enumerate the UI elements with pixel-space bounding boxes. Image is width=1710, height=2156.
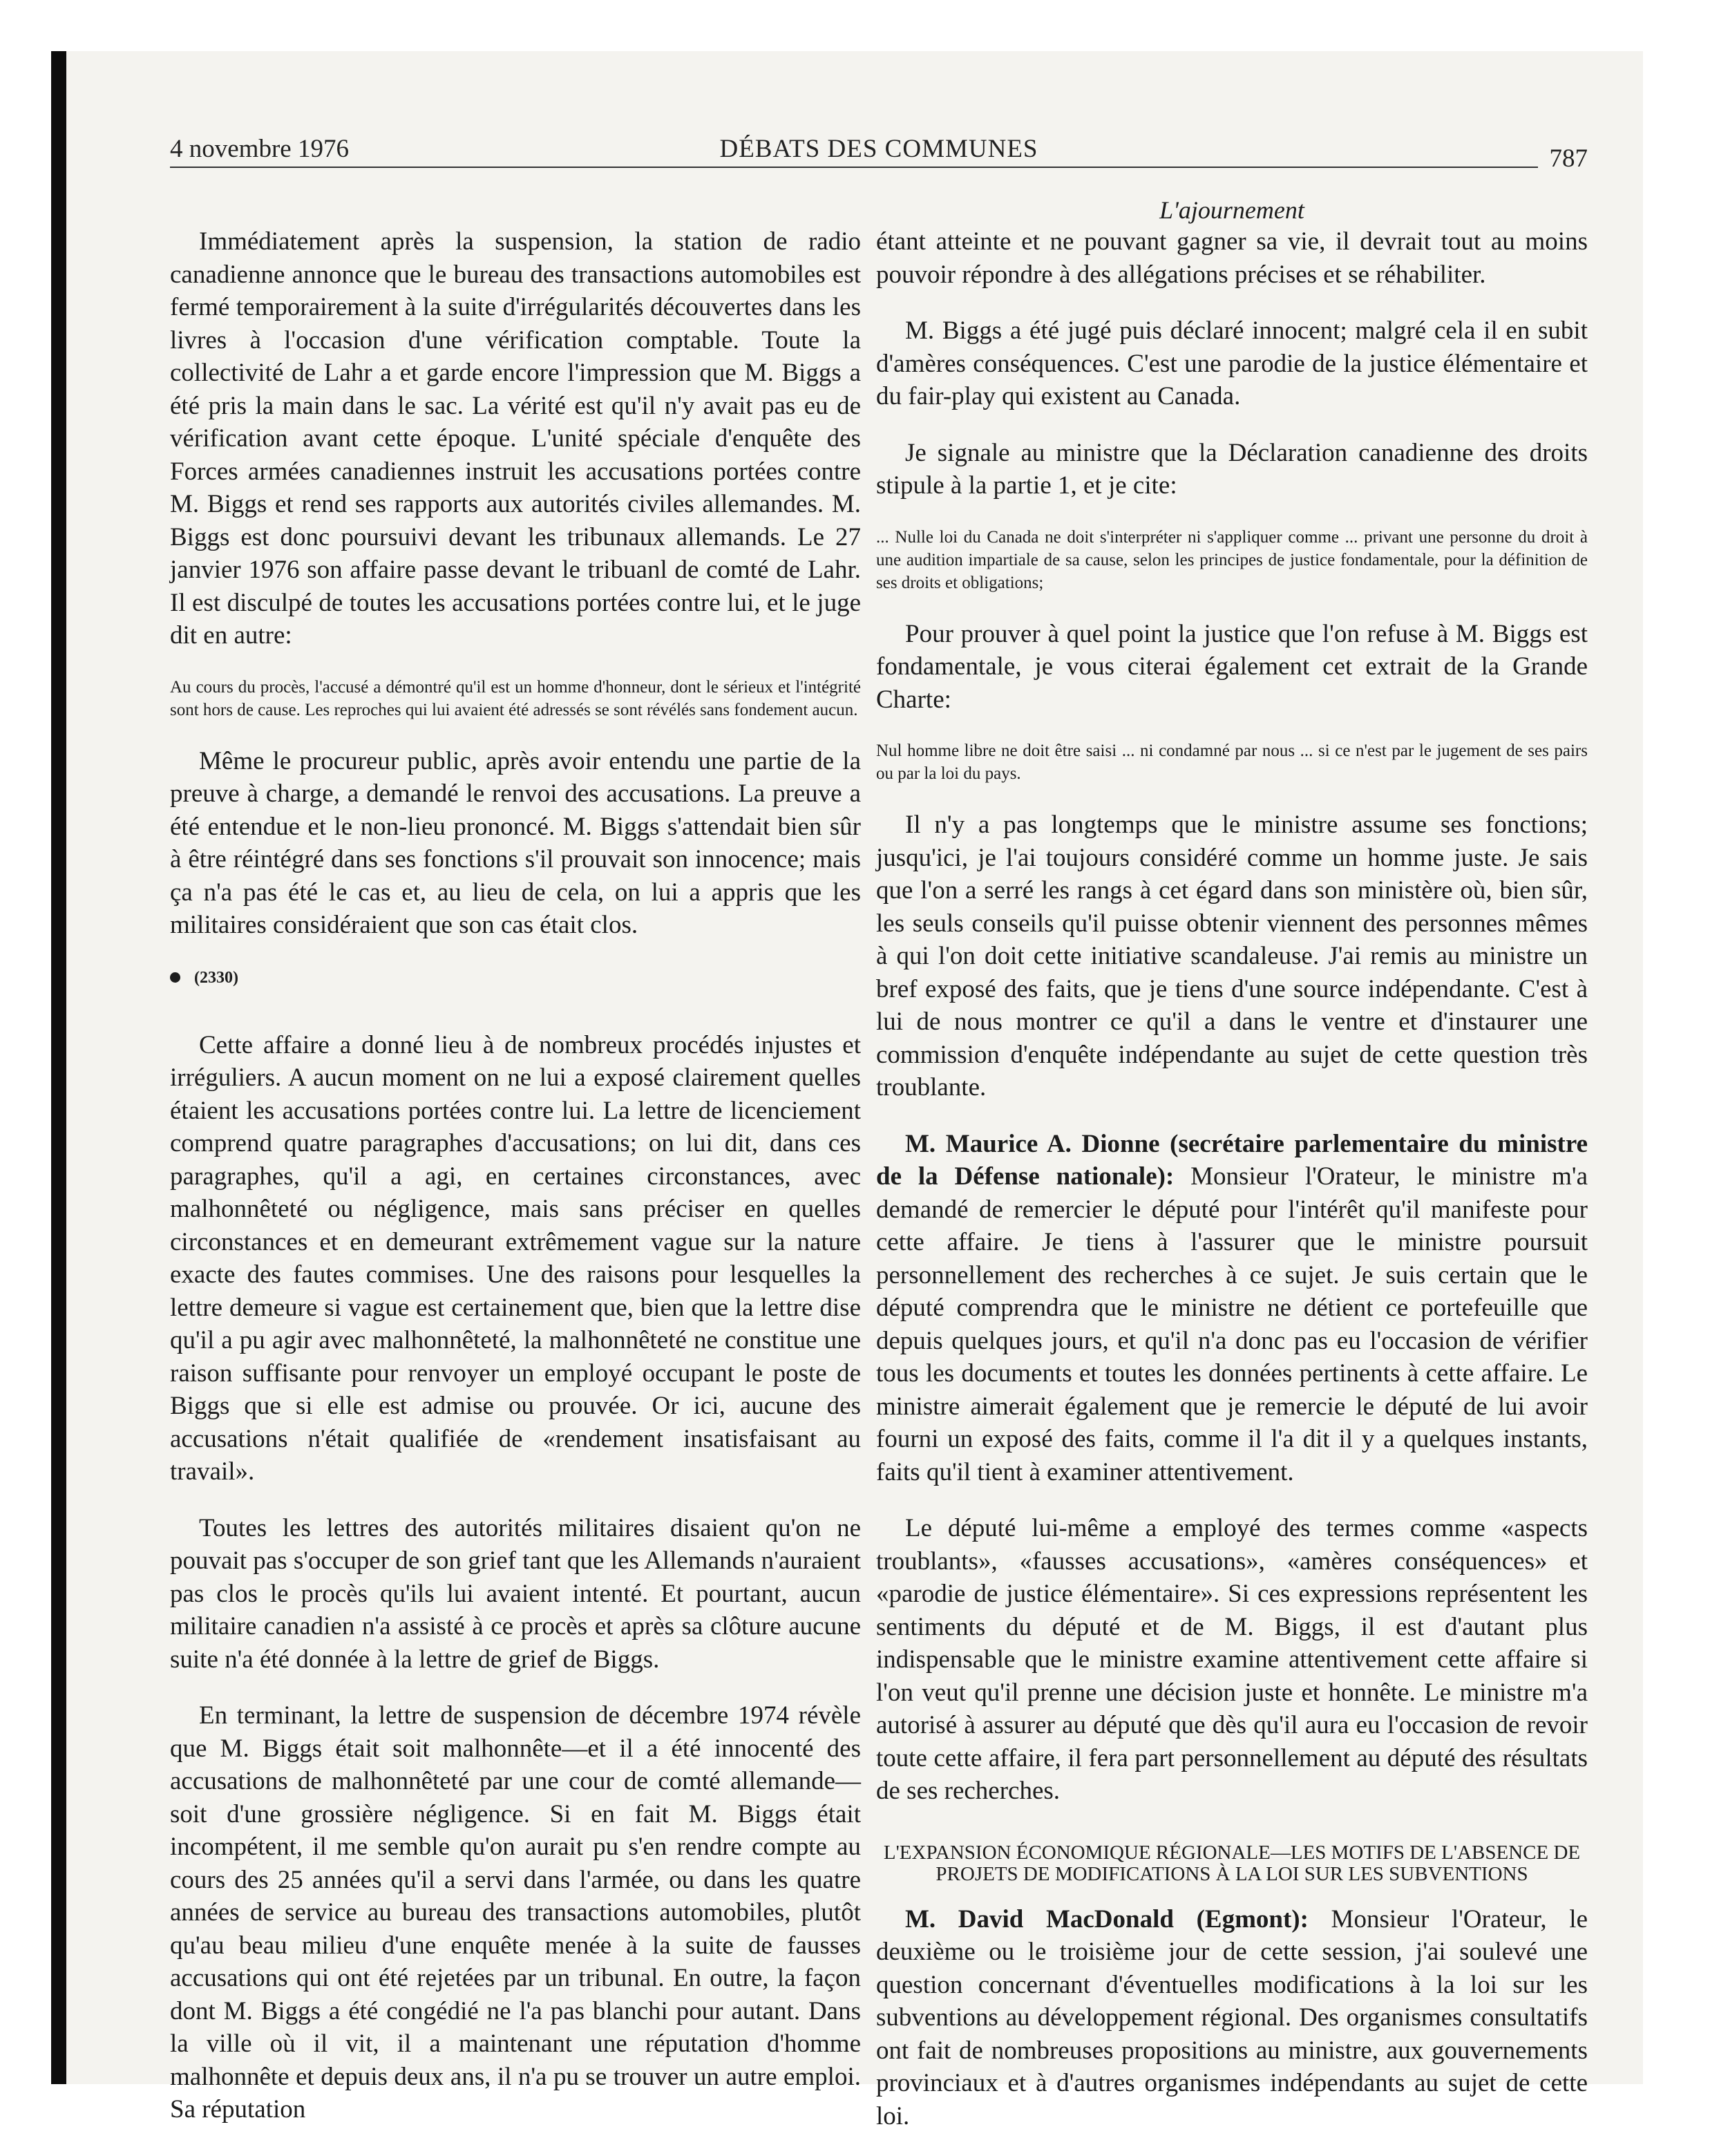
paragraph: Pour prouver à quel point la justice que l'on refuse à M. Biggs est fondamentale, je vous citerai également cet extrait de la Grande Charte:: [876, 619, 1588, 714]
time-marker: [170, 965, 861, 990]
speech-text: Monsieur l'Orateur, le deuxième ou le troisième jour de cette session, j'ai soulevé une question concernant d'éventuelles modifications à la loi sur les subventions au développement régional. Des organismes consultatifs ont fait de nombreuses propositions au ministre, aux gouvernements provinciaux et à d'autres organismes indépendants au sujet de cette loi.: [876, 1904, 1588, 2130]
page-header: [170, 131, 1588, 173]
paragraph: Même le procureur public, après avoir entendu une partie de la preuve à charge, a demandé le renvoi des accusations. La preuve a été entendue et le non-lieu prononcé. M. Biggs s'attendait bien sûr à être réintégré dans ses fonctions s'il prouvait son innocence; mais ça n'a pas été le cas et, au lieu de cela, on lui a appris que les militaires considéraient que son cas était clos.: [170, 746, 861, 939]
paragraph: Toutes les lettres des autorités militaires disaient qu'on ne pouvait pas s'occuper de son grief tant que les Allemands n'auraient pas clos le procès qu'ils lui avaient intenté. Et pourtant, aucun militaire canadien n'a assisté à ce procès et après sa clôture aucune suite n'a été donnée à la lettre de grief de Biggs.: [170, 1513, 861, 1674]
paragraph: Immédiatement après la suspension, la station de radio canadienne annonce que le bureau des transactions automobiles est fermé temporairement à la suite d'irrégularités découvertes dans les livres à l'occasion d'une vérification comptable. Toute la collectivité de Lahr a et garde encore l'impression que M. Biggs a été pris la main dans le sac. La vérité est qu'il n'y avait pas eu de vérification avant cette époque. L'unité spéciale d'enquête des Forces armées canadiennes instruit les accusations portées contre M. Biggs et rend ses rapports aux autorités civiles allemandes. M. Biggs est donc poursuivi devant les tribunaux allemands. Le 27 janvier 1976 son affaire passe devant le tribuanl de comté de Lahr. Il est disculpé de toutes les accusations portées contre lui, et le juge dit en autre:: [170, 227, 861, 650]
rights-quote: ... Nulle loi du Canada ne doit s'interpréter ni s'appliquer comme ... privant une personne du droit à une audition impartiale de sa cause, selon les principes de justice fondamentale, pour la définition de ses droits et obligations;: [876, 527, 1588, 592]
paragraph: M. Biggs a été jugé puis déclaré innocent; malgré cela il en subit d'amères conséquences. C'est une parodie de la justice élémentaire et du fair-play qui existent au Canada.: [876, 316, 1588, 410]
paragraph-continued: étant atteinte et ne pouvant gagner sa vie, il devrait tout au moins pouvoir répondre à des allégations précises et se réhabiliter.: [876, 227, 1588, 289]
header-date: 4 novembre 1976: [170, 135, 349, 163]
court-quote: Au cours du procès, l'accusé a démontré qu'il est un homme d'honneur, dont le sérieux et l'intégrité sont hors de cause. Les reproches qui lui avaient été adressés se sont révélés sans fondement aucun.: [170, 677, 861, 719]
header-rule: [170, 167, 1538, 168]
charter-quote: Nul homme libre ne doit être saisi ... ni condamné par nous ... si ce n'est par le jugement de ses pairs ou par la loi du pays.: [876, 741, 1588, 783]
paragraph: Cette affaire a donné lieu à de nombreux procédés injustes et irréguliers. A aucun moment on ne lui a exposé clairement quelles étaient les accusations portées contre lui. La lettre de licenciement comprend quatre paragraphes d'accusations; on lui dit, dans ces paragraphes, qu'il a agi, en certaines circonstances, avec malhonnêteté ou négligence, mais sans préciser en quelles circonstances et en demeurant extrêmement vague sur la nature exacte des fautes commises. Une des raisons pour lesquelles la lettre demeure si vague est certainement que, bien que la lettre dise qu'il a pu agir avec malhonnêteté, la malhonnêteté ne constitue une raison suffisante pour renvoyer un employé occupant le poste de Biggs que si elle est admise ou prouvée. Or ici, aucune des accusations n'était qualifiée de «rendement insatisfaisant au travail».: [170, 1030, 861, 1486]
time-marker-text: (2330): [194, 968, 238, 987]
section-heading: L'EXPANSION ÉCONOMIQUE RÉGIONALE—LES MOTIFS DE L'ABSENCE DE PROJETS DE MODIFICATIONS À LA LOI SUR LES SUBVENTIONS: [883, 1841, 1581, 1885]
speaker-name: M. Maurice A. Dionne (secrétaire parlementaire du ministre de la Défense nationale):: [876, 1129, 1588, 1191]
running-head: L'ajournement: [1159, 196, 1304, 224]
page-number: 787: [1549, 144, 1588, 173]
speech-paragraph: [876, 1128, 1588, 1489]
bullet-icon: [170, 972, 180, 983]
paragraph: Le député lui-même a employé des termes comme «aspects troublants», «fausses accusations», «amères conséquences» et «parodie de justice élémentaire». Si ces expressions représentent les sentiments du député et de M. Biggs, il est d'autant plus indispensable que le ministre examine attentivement cette affaire si l'on veut qu'il prenne une décision juste et honnête. Le ministre m'a autorisé à assurer au député que dès qu'il aura eu l'occasion de revoir toute cette affaire, il fera part personnellement au député des résultats de ses recherches.: [876, 1514, 1588, 1805]
header-title: DÉBATS DES COMMUNES: [719, 135, 1038, 163]
left-column: [170, 225, 861, 2150]
speaker-name: M. David MacDonald (Egmont):: [905, 1904, 1309, 1933]
paragraph: Je signale au ministre que la Déclaration canadienne des droits stipule à la partie 1, et je cite:: [876, 438, 1588, 500]
speech-paragraph: [876, 1903, 1588, 2133]
speech-text: Monsieur l'Orateur, le ministre m'a demandé de remercier le député pour l'intérêt qu'il manifeste pour cette affaire. Je tiens à l'assurer que le ministre poursuit personnellement des recherches à ce sujet. Je suis certain que le député comprendra que le ministre ne détient ce portefeuille que depuis quelques jours, et qu'il n'a donc pas eu l'occasion de vérifier tous les documents et toutes les données pertinents à cette affaire. Le ministre aimerait également que je remercie le député de lui avoir fourni un exposé des faits, comme il l'a dit il y a quelques instants, faits qu'il tient à examiner attentivement.: [876, 1162, 1588, 1486]
scan-binding-edge: [51, 51, 66, 2084]
paragraph: Il n'y a pas longtemps que le ministre assume ses fonctions; jusqu'ici, je l'ai toujours considéré comme un homme juste. Je sais que l'on a serré les rangs à cet égard dans son ministère où, bien sûr, les seuls conseils qu'il puisse obtenir viennent des personnes mêmes à qui l'on doit cette initiative scandaleuse. J'ai remis au ministre un bref exposé des faits, que je tiens d'une source indépendante. C'est à lui de nous montrer ce qu'il a dans le ventre et d'instaurer une commission d'enquête indépendante au sujet de cette question très troublante.: [876, 811, 1588, 1101]
paragraph: En terminant, la lettre de suspension de décembre 1974 révèle que M. Biggs était soit malhonnête—et il a été innocenté des accusations de malhonnêteté par une cour de comté allemande—soit d'une grossière négligence. Si en fait M. Biggs était incompétent, il me semble qu'on aurait pu s'en rendre compte au cours des 25 années qu'il a servi dans l'armée, ou dans les quatre années de service au bureau des transactions automobiles, plutôt qu'au beau milieu d'une enquête menée à la suite de fausses accusations qui ont été rejetées par un tribunal. En outre, la façon dont M. Biggs a été congédié ne l'a pas blanchi pour autant. Dans la ville où il vit, il a maintenant une réputation d'homme malhonnête et depuis deux ans, il n'a pu se trouver un autre emploi. Sa réputation: [170, 1701, 861, 2124]
right-column: [876, 225, 1588, 2156]
